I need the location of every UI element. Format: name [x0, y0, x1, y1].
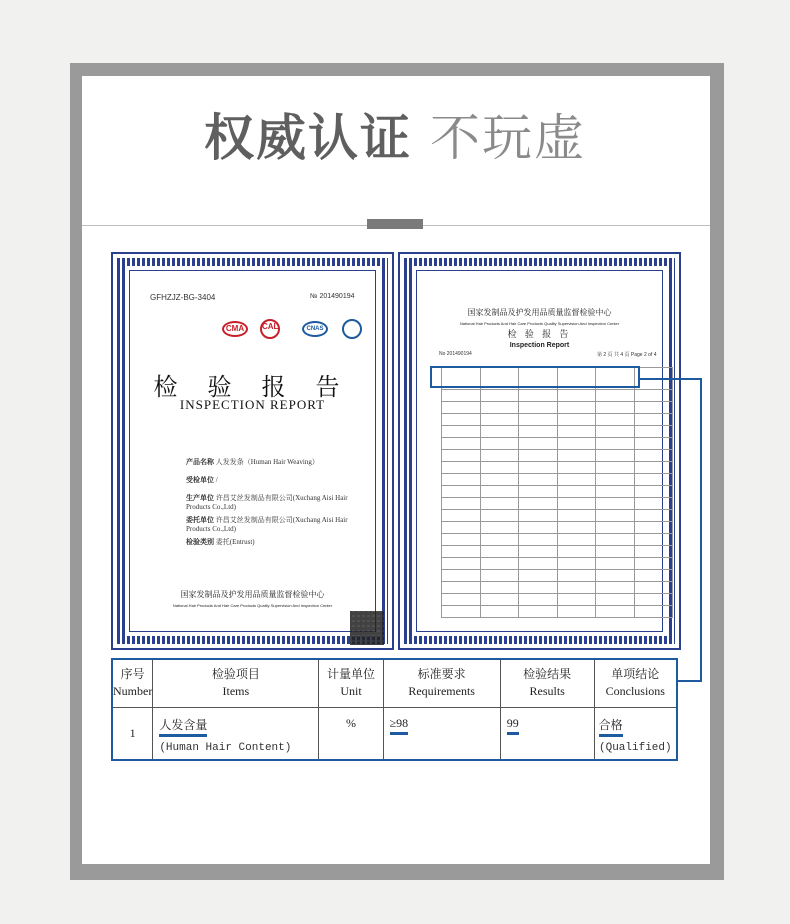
- results-number: No 201490194: [439, 351, 472, 357]
- cell-conclusion: 合格 (Qualified): [594, 707, 677, 760]
- header-results: 检验结果 Results: [500, 659, 594, 707]
- report-code: GFHZJZ-BG-3404: [150, 293, 216, 302]
- results-page: 第 2 页 共 4 页 Page 2 of 4: [597, 352, 657, 358]
- fret-border: [404, 258, 675, 644]
- divider-accent: [367, 219, 423, 229]
- field-client: 委托单位 许昌艾丝发制品有限公司(Xuchang Aisi Hair Products Co.,Ltd): [186, 516, 348, 533]
- table-row: [112, 707, 677, 760]
- header-number: 序号 Number: [112, 659, 153, 707]
- cnas-logo: CNAS: [302, 321, 328, 337]
- report-title-cn: 检 验 报 告: [153, 375, 352, 401]
- cell-requirement: ≥98: [383, 707, 500, 760]
- page-heading: [0, 98, 790, 170]
- callout-line: [640, 378, 702, 380]
- issuing-org: 国家发制品及护发用品质量监督检验中心 National Hair Products And Hair Care Products Quality Supervision And Inspection Center: [172, 590, 333, 608]
- callout-line: [700, 378, 702, 682]
- header-unit: 计量单位 Unit: [319, 659, 383, 707]
- cma-logo: CMA: [222, 321, 248, 337]
- cell-result: 99: [500, 707, 594, 760]
- cell-unit: %: [319, 707, 383, 760]
- results-mini-table: [441, 367, 673, 618]
- heading-bold: 权威认证: [204, 109, 412, 167]
- report-number: № 201490194: [310, 293, 355, 300]
- fret-border: [117, 258, 388, 644]
- table-header-row: [112, 659, 677, 707]
- header-requirements: 标准要求 Requirements: [383, 659, 500, 707]
- cell-item: 人发含量 (Human Hair Content): [153, 707, 319, 760]
- qr-code: [350, 611, 384, 645]
- heading-light: 不玩虚: [430, 109, 586, 167]
- report-title-en: INSPECTION REPORT: [179, 397, 326, 412]
- certificate-cover: [111, 252, 394, 650]
- results-table: [111, 658, 678, 761]
- cal-logo: CAL: [260, 319, 280, 339]
- field-type: 检验类别 委托(Entrust): [186, 538, 255, 546]
- callout-line: [676, 680, 702, 682]
- field-product: 产品名称 人发发条（Human Hair Weaving）: [186, 458, 319, 466]
- header-items: 检验项目 Items: [153, 659, 319, 707]
- cell-number: 1: [112, 707, 153, 760]
- ilac-seal-icon: [342, 319, 362, 339]
- results-header: 国家发制品及护发用品质量监督检验中心 National Hair Products And Hair Care Products Quality Supervision And Inspection Center 检 验 报 告 Inspection Report: [459, 308, 620, 349]
- certificate-results-page: [398, 252, 681, 650]
- highlight-box: [430, 366, 640, 388]
- field-manufacturer: 生产单位 许昌艾丝发制品有限公司(Xuchang Aisi Hair Products Co.,Ltd): [186, 494, 348, 511]
- field-inspected: 受检单位 /: [186, 476, 218, 484]
- header-conclusions: 单项结论 Conclusions: [594, 659, 677, 707]
